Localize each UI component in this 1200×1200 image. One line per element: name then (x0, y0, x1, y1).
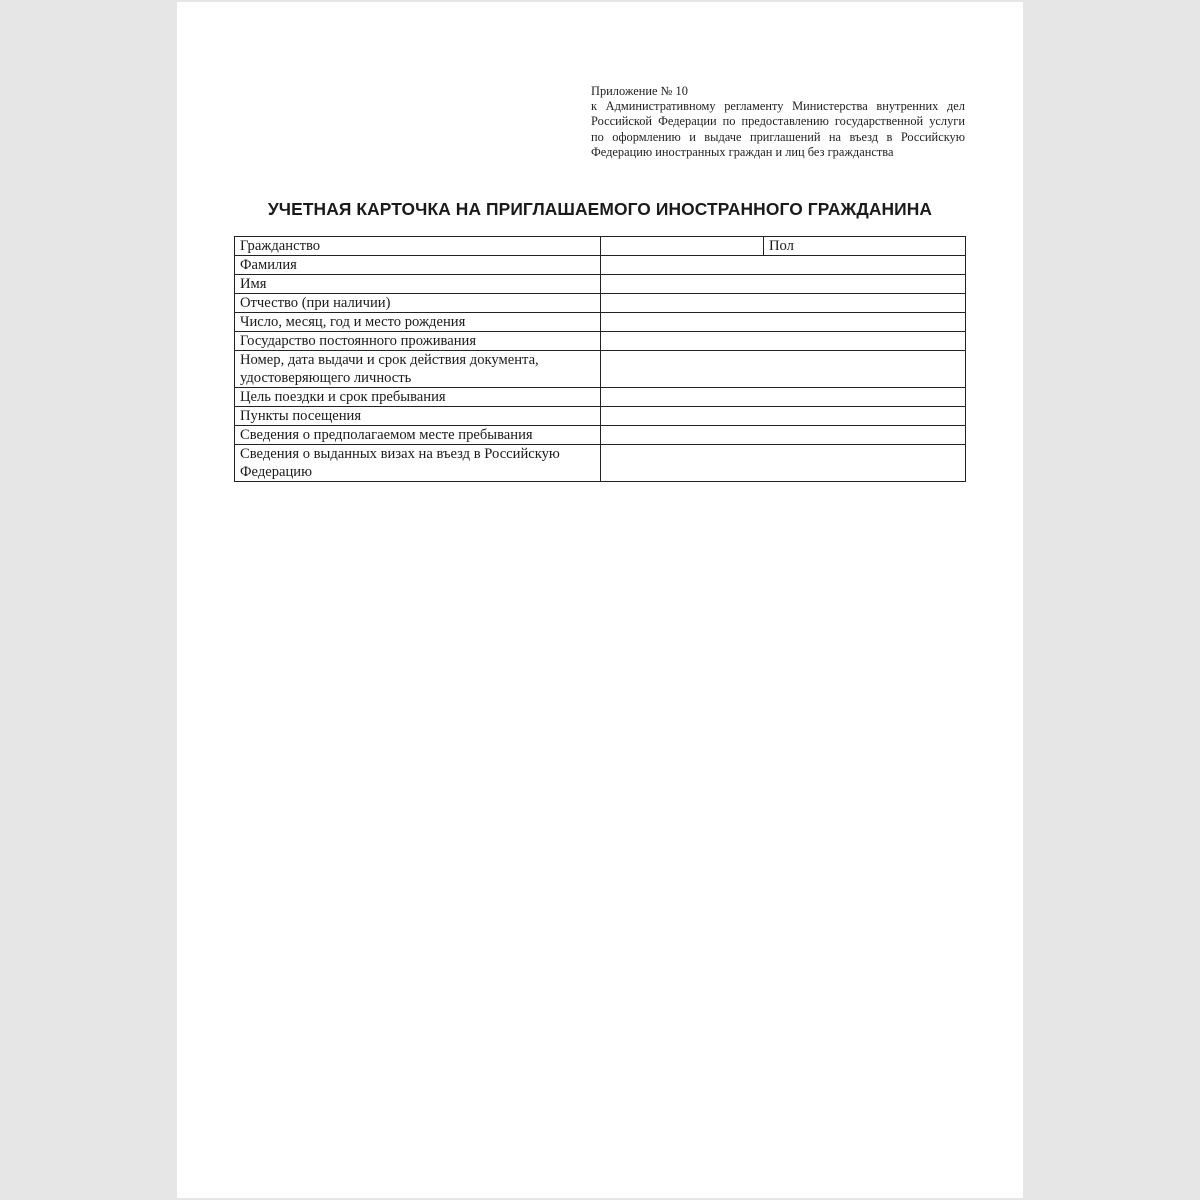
table-row (235, 275, 966, 294)
table-row (235, 407, 966, 426)
annex-header (591, 84, 965, 160)
field-label: Сведения о выданных визах на въезд в Российскую Федерацию (235, 445, 601, 482)
field-label: Государство постоянного проживания (235, 332, 601, 351)
field-value (601, 256, 966, 275)
field-value-citizenship (601, 237, 764, 256)
field-value (601, 313, 966, 332)
field-label: Номер, дата выдачи и срок действия документа, удостоверяющего личность (235, 351, 601, 388)
registration-card-table (234, 236, 966, 482)
field-label: Фамилия (235, 256, 601, 275)
field-value (601, 445, 966, 482)
field-value (601, 388, 966, 407)
field-value (601, 275, 966, 294)
field-label: Имя (235, 275, 601, 294)
table-row (235, 237, 966, 256)
field-value (601, 332, 966, 351)
annex-reference: к Административному регламенту Министерства внутренних дел Российской Федерации по предоставлению государственной услуги по оформлению и выдаче приглашений на въезд в Российскую Федерацию иностранных граждан и лиц без гражданства (591, 99, 965, 159)
table-row (235, 313, 966, 332)
field-label: Отчество (при наличии) (235, 294, 601, 313)
table-row (235, 332, 966, 351)
field-label: Сведения о предполагаемом месте пребывания (235, 426, 601, 445)
field-label-sex: Пол (764, 237, 966, 256)
field-label-citizenship: Гражданство (235, 237, 601, 256)
field-value (601, 426, 966, 445)
table-row (235, 351, 966, 388)
field-label: Число, месяц, год и место рождения (235, 313, 601, 332)
table-row (235, 294, 966, 313)
table-row (235, 256, 966, 275)
table-row (235, 445, 966, 482)
field-value (601, 351, 966, 388)
table-row (235, 388, 966, 407)
field-label: Цель поездки и срок пребывания (235, 388, 601, 407)
annex-number: Приложение № 10 (591, 84, 688, 98)
field-value (601, 294, 966, 313)
field-value (601, 407, 966, 426)
document-title: УЧЕТНАЯ КАРТОЧКА НА ПРИГЛАШАЕМОГО ИНОСТРАННОГО ГРАЖДАНИНА (267, 199, 933, 219)
field-label: Пункты посещения (235, 407, 601, 426)
table-row (235, 426, 966, 445)
document-page (177, 2, 1023, 1198)
